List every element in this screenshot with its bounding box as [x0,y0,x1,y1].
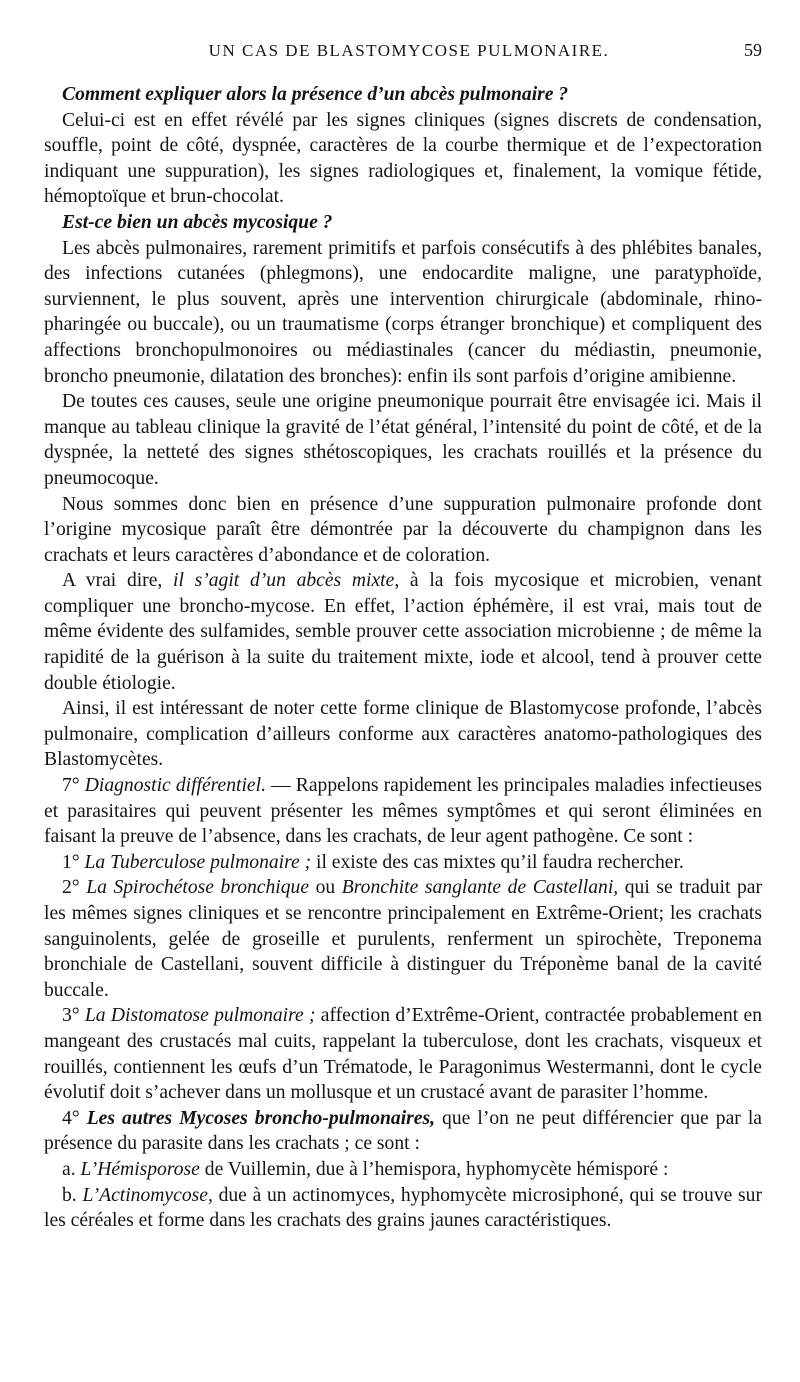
list-item-2-text: qui se traduit par les mêmes signes cliniques et se rencontre principalement en Extrême-Orient; les crachats sanguinolents, gelée de groseille et purulents, renferment un spirochète, Treponema bronchiale de Castellani, souvent difficile à distinguer du Tréponème banal de la cavité buccale. [44,877,762,1001]
sub-item-b-title: L’Actinomycose, [82,1184,213,1206]
list-item-2-number: 2° [62,877,87,899]
list-item-4-text: que l’on ne peut différencier que par la présence du parasite dans les crachats ; ce sont : [44,1107,763,1155]
list-item-1-number: 1° [62,851,85,873]
list-item-3 [44,1003,762,1105]
body-text [44,82,762,1234]
page-header [44,38,762,82]
section-7-text: — Rappelons rapidement les principales maladies infectieuses et parasitaires qui peuvent présenter les mêmes symptômes et qui seront éliminées en faisant la preuve de l’absence, dans les crachats, de leur agent pathogène. Ce sont : [44,775,762,848]
page-number: 59 [744,40,762,60]
list-item-2-title: La Spirochétose bronchique [86,877,310,899]
list-item-2-title-alt: Bronchite sanglante de Castellani, [341,877,619,899]
list-item-3-title: La Distomatose pulmonaire ; [84,1005,316,1027]
list-item-1-title: La Tuberculose pulmonaire ; [84,851,312,873]
question-1: Comment expliquer alors la présence d’un abcès pulmonaire ? [62,84,569,105]
sub-item-a-text: de Vuillemin, due à l’hemispora, hyphomycète hémisporé : [199,1158,669,1180]
paragraph-5 [44,568,762,696]
section-7-title: Diagnostic différentiel. [84,775,266,797]
paragraph-1: Celui-ci est en effet révélé par les signes cliniques (signes discrets de condensation, souffle, point de côté, dyspnée, caractères de la courbe thermique et de l’expectoration indiquant une suppuration), les signes radiologiques et, finalement, la vomique fétide, hémoptoïque et brun-chocolat. [44,109,762,208]
paragraph-2: Les abcès pulmonaires, rarement primitifs et parfois consécutifs à des phlébites banales, des infections cutanées (phlegmons), une endocardite maligne, une paratyphoïde, surviennent, le plus souvent, après une intervention chirurgicale (abdominale, rhino-pharingée ou buccale), ou un traumatisme (corps étranger bronchique) et compliquent des affections bronchopulmonoires ou médiastinales (cancer du médiastin, pneumonie, broncho pneumonie, dilatation des bronches): enfin ils sont parfois d’origine amibienne. [44,237,762,387]
list-item-1-text: il existe des cas mixtes qu’il faudra rechercher. [311,851,684,873]
list-item-4-title: Les autres Mycoses broncho-pulmonaires, [86,1107,435,1129]
paragraph-6: Ainsi, il est intéressant de noter cette forme clinique de Blastomycose profonde, l’abcès pulmonaire, complication d’ailleurs conforme aux caractères anatomo-pathologiques des Blastomycètes. [44,698,762,771]
paragraph-4: Nous sommes donc bien en présence d’une suppuration pulmonaire profonde dont l’origine mycosique paraît être démontrée par la découverte du champignon dans les crachats et leurs caractères d’abondance et de coloration. [44,493,762,566]
list-item-1 [44,850,762,876]
sub-item-b [44,1183,762,1234]
p5-emphasis: il s’agit d’un abcès mixte [173,570,395,592]
list-item-2-mid: ou [309,877,342,899]
section-7-diagnostic [44,773,762,850]
list-item-2 [44,875,762,1003]
running-title: UN CAS DE BLASTOMYCOSE PULMONAIRE. [208,41,610,60]
sub-item-a [44,1157,762,1183]
list-item-4-number: 4° [62,1107,87,1129]
sub-item-b-letter: b. [62,1184,83,1206]
sub-item-a-title: L’Hémisporose [80,1158,200,1180]
p5-before: A vrai dire, [62,570,174,592]
section-7-number: 7° [62,775,85,797]
paragraph-3: De toutes ces causes, seule une origine pneumonique pourrait être envisagée ici. Mais il manque au tableau clinique la gravité de l’état général, l’intensité du point de côté, et de la dyspnée, la netteté des signes sthétoscopiques, les crachats rouillés et la présence du pneumocoque. [44,391,762,489]
list-item-4 [44,1106,762,1157]
sub-item-a-letter: a. [62,1158,81,1180]
p5-after: , à la fois mycosique et microbien, venant compliquer une broncho-mycose. En effet, l’action éphémère, il est vrai, mais tout de même évidente des sulfamides, semble prouver cette association microbienne ; de même la rapidité de la guérison à la suite du traitement mixte, iode et alcool, tend à prouver cette double étiologie. [44,570,762,694]
sub-item-b-text: due à un actinomyces, hyphomycète microsiphoné, qui se trouve sur les céréales et forme dans les crachats des grains jaunes caractéristiques. [44,1184,763,1232]
list-item-3-number: 3° [62,1005,85,1027]
question-2: Est-ce bien un abcès mycosique ? [62,211,333,233]
list-item-3-text: affection d’Extrême-Orient, contractée probablement en mangeant des crustacés mal cuits, rappelant la tuberculose, dont les crachats, visqueux et rouillés, contiennent les œufs d’un Trématode, le Paragonimus Westermanni, dont le cycle évolutif doit s’achever dans un mollusque et un crustacé avant de parasiter l’homme. [44,1005,763,1104]
